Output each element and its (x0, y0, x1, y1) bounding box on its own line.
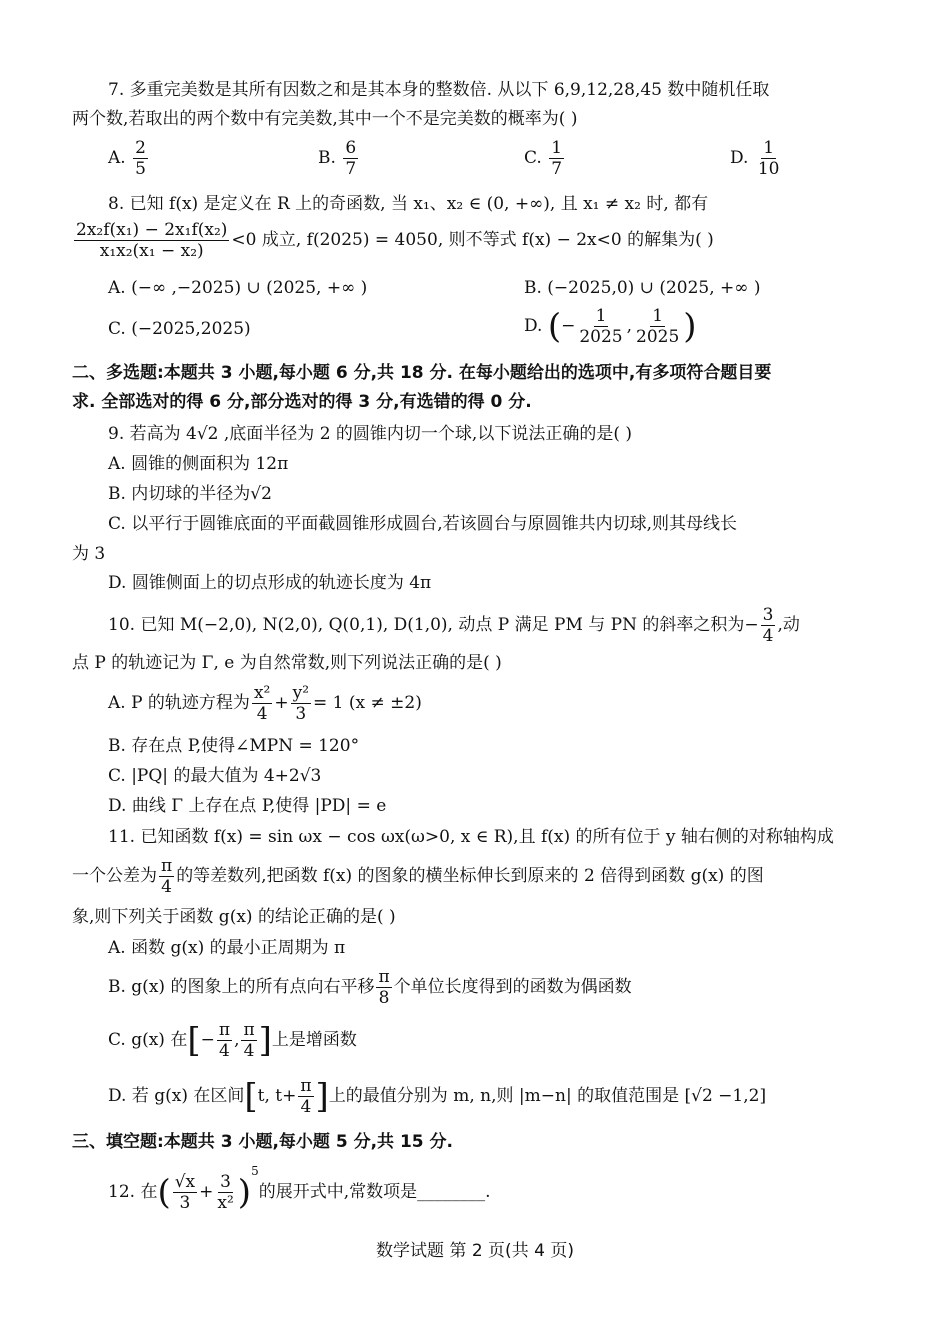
q11-stem-line2: 一个公差为 $\frac{\pi}{4}$ 的等差数列,把函数 f(x) 的图象的横坐标伸长到原来的 2 倍得到函数 g(x) 的图 (72, 856, 764, 897)
q8-line2: $\frac{\text{2x₂f(x₁) − 2x₁f(x₂)}}{\text{x₁x₂(x₁ − x₂)}}$ <0 成立, f(2025) = 4050, 则不等式 f(x) − 2x<0 的解集为( ) (76, 220, 714, 261)
q10-option-d: D. 曲线 Γ 上存在点 P,使得 |PD| = e (108, 796, 387, 816)
q10-stem-line2: 点 P 的轨迹记为 Γ, e 为自然常数,则下列说法正确的是( ) (72, 653, 502, 673)
q7-line1: 7. 多重完美数是其所有因数之和是其本身的整数倍. 从以下 6,9,12,28,45 数中随机任取 (108, 80, 770, 100)
q10-option-b: B. 存在点 P,使得∠MPN = 120° (108, 736, 360, 756)
q11-option-a: A. 函数 g(x) 的最小正周期为 π (108, 938, 346, 958)
q11-stem-line3: 象,则下列关于函数 g(x) 的结论正确的是( ) (72, 907, 396, 927)
q7-line2: 两个数,若取出的两个数中有完美数,其中一个不是完美数的概率为( ) (72, 109, 578, 129)
q9-stem: 9. 若高为 4√2 ,底面半径为 2 的圆锥内切一个球,以下说法正确的是( ) (108, 424, 632, 444)
section3-heading: 三、填空题:本题共 3 小题,每小题 5 分,共 15 分. (72, 1132, 453, 1152)
q7-option-a: A. $\frac{2}{5}$ (108, 138, 146, 179)
q8-line1: 8. 已知 f(x) 是定义在 R 上的奇函数, 当 x₁、x₂ ∈ (0, +∞), 且 x₁ ≠ x₂ 时, 都有 (108, 194, 709, 214)
q9-option-c-line1: C. 以平行于圆锥底面的平面截圆锥形成圆台,若该圆台与原圆锥共内切球,则其母线长 (108, 514, 738, 534)
q11-stem-line1: 11. 已知函数 f(x) = sin ωx − cos ωx(ω>0, x ∈ R),且 f(x) 的所有位于 y 轴右侧的对称轴构成 (108, 827, 834, 847)
q10-stem-line1: 10. 已知 M(−2,0), N(2,0), Q(0,1), D(1,0), 动点 P 满足 PM 与 PN 的斜率之积为− $\frac{3}{4}$ ,动 (108, 605, 800, 646)
q8-option-b: B. (−2025,0) ∪ (2025, +∞ ) (524, 278, 761, 298)
q9-option-a: A. 圆锥的侧面积为 12π (108, 454, 289, 474)
q10-option-a: A. P 的轨迹方程为 $\frac{\text{x²}}{4}$ + $\frac{\text{y²}}{3}$ = 1 (x ≠ ±2) (108, 683, 422, 724)
q8-option-a: A. (−∞ ,−2025) ∪ (2025, +∞ ) (108, 278, 368, 298)
q12-stem: 12. 在( $\frac{√x}{3}$ + $\frac{3}{\text{x²}}$ )$^5$的展开式中,常数项是________. (108, 1164, 491, 1213)
q8-option-c: C. (−2025,2025) (108, 319, 251, 339)
q10-option-c: C. |PQ| 的最大值为 4+2√3 (108, 766, 322, 786)
q11-option-c: C. g(x) 在[− $\frac{\pi}{4}$ , $\frac{\pi}{4}$ ]上是增函数 (108, 1020, 357, 1061)
section2-line2: 求. 全部选对的得 6 分,部分选对的得 3 分,有选错的得 0 分. (72, 392, 532, 412)
page-footer: 数学试题 第 2 页(共 4 页) (376, 1241, 574, 1261)
q11-option-b: B. g(x) 的图象上的所有点向右平移 $\frac{\pi}{8}$ 个单位长度得到的函数为偶函数 (108, 967, 632, 1008)
q7-option-c: C. $\frac{1}{7}$ (524, 138, 563, 179)
q11-option-d: D. 若 g(x) 在区间[t, t+ $\frac{\pi}{4}$ ]上的最值分别为 m, n,则 |m−n| 的取值范围是 [√2 −1,2] (108, 1076, 767, 1117)
q7-option-b: B. $\frac{6}{7}$ (318, 138, 357, 179)
q9-option-c-line2: 为 3 (72, 544, 106, 564)
q9-option-d: D. 圆锥侧面上的切点形成的轨迹长度为 4π (108, 573, 432, 593)
q8-option-d: D. (− $\frac{1}{2025}$ , $\frac{1}{2025}$ ) (524, 306, 697, 347)
section2-line1: 二、多选题:本题共 3 小题,每小题 6 分,共 18 分. 在每小题给出的选项中,有多项符合题目要 (72, 363, 772, 383)
q7-option-d: D. $\frac{1}{10}$ (730, 138, 780, 179)
q9-option-b: B. 内切球的半径为√2 (108, 484, 272, 504)
